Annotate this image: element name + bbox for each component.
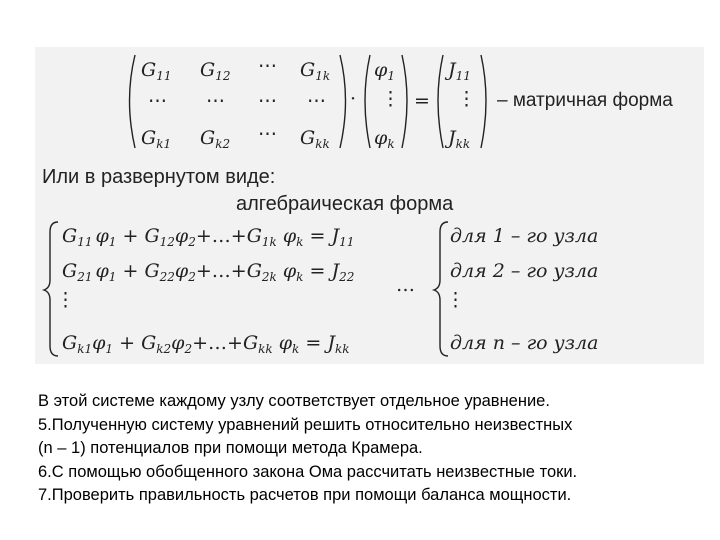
node-label-2: для 2 – го узла: [450, 260, 599, 282]
phi-right-paren: [402, 55, 407, 148]
system-mid-dots: …: [396, 274, 415, 296]
text-line-2: 5.Полученную систему уравнений решить относительно неизвестных: [38, 415, 573, 434]
matrix-dot: ·: [350, 88, 357, 110]
matrix-right-paren: [340, 55, 346, 148]
text-line-3: (n – 1) потенциалов при помощи метода Крамера.: [38, 439, 423, 457]
text-line-5: 7.Проверить правильность расчетов при помощи баланса мощности.: [38, 486, 572, 504]
system-vdots: ⋮: [56, 289, 75, 311]
matrix-left-paren: [130, 55, 136, 148]
node-label-n: для n – го узла: [450, 332, 599, 354]
node-label-vdots: ⋮: [446, 289, 465, 311]
text-line-1: В этой системе каждому узлу соответствует отдельное уравнение.: [38, 392, 550, 410]
body-text: [38, 390, 708, 508]
algebraic-form-title: алгебраическая форма: [236, 193, 454, 215]
matrix-equals: =: [414, 90, 430, 112]
node-label-1: для 1 – го узла: [450, 225, 599, 247]
expanded-heading: Или в развернутом виде:: [42, 166, 276, 188]
text-line-4: 6.С помощью обобщенного закона Ома рассчитать неизвестные токи.: [38, 462, 578, 481]
j-left-paren: [438, 55, 443, 148]
matrix-form-label: – матричная форма: [497, 90, 673, 111]
j-right-paren: [481, 55, 486, 148]
phi-left-paren: [365, 55, 370, 148]
